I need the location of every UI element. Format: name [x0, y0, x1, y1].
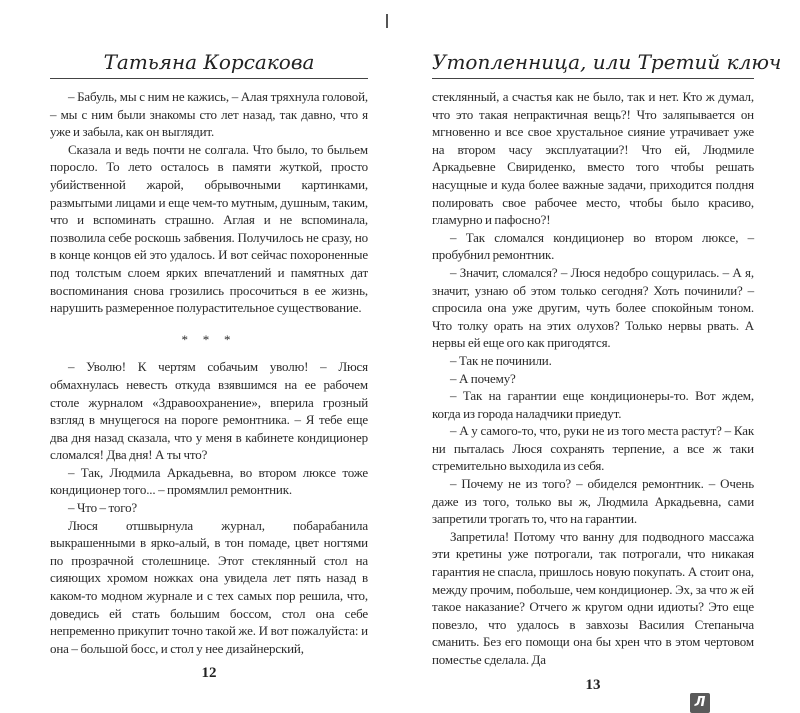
labirint-logo-icon: Л — [690, 693, 710, 713]
paragraph: – Так сломался кондиционер во втором люксе, – пробубнил ремонтник. — [432, 229, 754, 263]
running-head-author: Татьяна Корсакова — [103, 50, 315, 74]
paragraph: Люся отшвырнула журнал, побарабанила выкрашенными в ярко-алый, в тон помаде, цвет ногтями по прозрачной столешнице. Этот стеклянный стол на сияющих хромом ножках она увидела лет пять назад в каком-то модном журнале и с тех самых пор решила, что, доведись ей стать большим боссом, стол она себе непременно прикупит точно такой же. И вот пожалуйста: и она – большой босс, и стол у нее дизайнерский, — [50, 517, 368, 656]
paragraph: – А почему? — [450, 370, 516, 386]
paragraph: Запретила! Потому что ванну для подводного массажа эти кретины уже потрогали, так потрогали, что никакая гарантия не спасла, пришлось новую покупать. А стоит она, между прочим, побольше, чем кондиционер. Эх, за что ж ей такое наказание? Отчего ж кругом одни идиоты? Это еще повезло, что удалось в завхозы Василия Степаныча сманить. Без его помощи она бы хрен что в этом чертовом поместье сделала. Да — [432, 528, 754, 667]
paragraph: – Так, Людмила Аркадьевна, во втором люксе тоже кондиционер того... – промямлил ремонтник. — [50, 464, 368, 498]
section-separator: * * * — [181, 331, 237, 347]
page-number: 12 — [201, 665, 217, 681]
paragraph: – Что – того? — [68, 500, 138, 516]
body-text-right — [432, 88, 754, 669]
left-page — [50, 0, 368, 681]
paragraph: – Бабуль, мы с ним не кажись, – Алая тряхнула головой, – мы с ним были знакомы сто лет назад, так давно, что я уже и забыла, как он выглядит. — [50, 89, 368, 140]
paragraph: – Уволю! К чертям собачьим уволю! – Люся обмахнулась невесть откуда взявшимся на ее рабочем столе журналом «Здравоохранение», вперила грозный взгляд в мнущегося на пороге ремонтника. – Я тебе еще два дня назад сказала, что у меня в кабинете кондиционер сломался! Два дня! А ты что? — [50, 359, 368, 463]
header-rule — [50, 78, 368, 79]
running-head-title: Утопленница, или Третий ключ — [432, 50, 782, 74]
paragraph: Сказала и ведь почти не солгала. Что было, то быльем поросло. То лето осталось в памяти жуткой, просто убийственной жарой, обрывочными картинками, размытыми лицами и еще чем-то мутным, душным, таким, что и вспоминать страшно. Аглая и не вспоминала, позволила себе роскошь забвения. Получилось не сразу, но в конце концов ей это удалось. И вот сейчас похороненные под толстым слоем ярких впечатлений и памятных дат воспоминания снова грозились просочиться в ее жизнь, нарушить размеренное полурастительное существование. — [50, 141, 368, 316]
paragraph: – Значит, сломался? – Люся недобро сощурилась. – А я, значит, узнаю об этом только сегодня? Хоть починили? – спросила она уже другим, чуть более спокойным тоном. Что толку орать на этих олухов? Только нервы рвать. А нервы ей еще ого как пригодятся. — [432, 264, 754, 351]
spine-mark — [386, 14, 388, 28]
body-text-left — [50, 88, 368, 657]
paragraph: – Так не починили. — [450, 352, 552, 368]
right-page — [432, 0, 782, 693]
paragraph: – Почему не из того? – обиделся ремонтник. – Очень даже из того, только вы ж, Людмила Аркадьевна, сами запретили трогать то, что на гарантии. — [432, 476, 754, 527]
page-number: 13 — [585, 677, 601, 693]
paragraph: – Так на гарантии еще кондиционеры-то. Вот ждем, когда из города наладчики приедут. — [432, 388, 754, 421]
paragraph: стеклянный, а счастья как не было, так и нет. Кто ж думал, что это такая непрактичная вещь?! Что заляпывается он мгновенно и все свое хрустальное сияние утрачивает уже на втором часу эксплуатации?! Что ей, Людмиле Аркадьевне Свириденко, вместо того чтобы решать насущные и куда более важные задачи, приходится полдня полировать свое рабочее место, чтобы было красиво, гламурно и пафосно?! — [432, 89, 754, 228]
paragraph: – А у самого-то, что, руки не из того места растут? – Как ни пыталась Люся сохранять терпение, а все ж таки стремительно выходила из себя. — [432, 423, 754, 474]
header-rule — [432, 78, 754, 79]
